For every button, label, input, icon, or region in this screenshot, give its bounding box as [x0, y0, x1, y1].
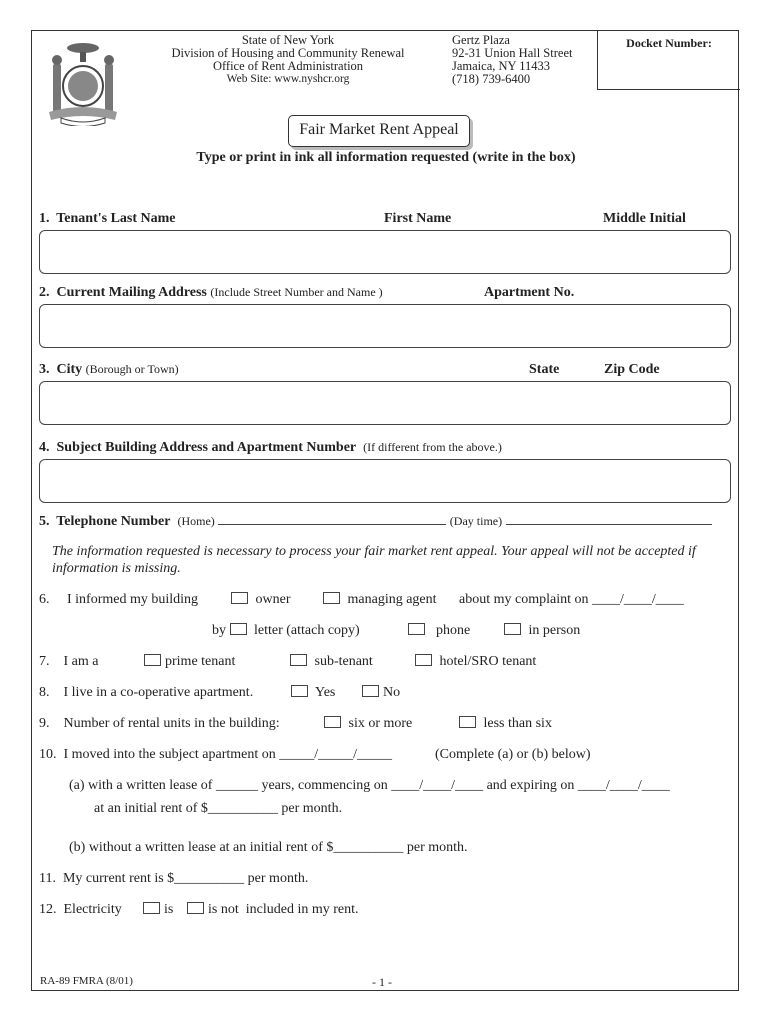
agency-line3: Office of Rent Administration — [212, 59, 364, 73]
city-state-zip-field[interactable] — [39, 381, 731, 425]
home-phone-line[interactable] — [218, 524, 446, 525]
docket-number-box[interactable] — [597, 30, 740, 90]
agency-block — [160, 34, 416, 86]
notice-text: The information requested is necessary to process your fair market rent appeal. Your appeal will not be accepted if information is missing. — [52, 544, 696, 576]
less-than-six-checkbox[interactable] — [459, 716, 476, 728]
form-page: State of New York Division of Housing and Community Renewal Office of Rent Administration Web Site: www.nyshcr.org Gertz Plaza 92-31 Union Hall Street Jamaica, NY 11433 (718) 739-6400 Docket Number: Fair Market Rent Appeal Type or print in ink all information requested (write in the box) 1. Tenant's Last Name First Name Middle Initial 2. Current Mailing Address (Include Street Number and Name ) Apartment No. 3. City (Borough or Town) State Zip Code 4. Subject Building Address and Apartment Number (If different from the above.) 5. Telephone Number (Home) (Day time) The information requested is necessary to process your fair market rent appeal. Your appeal will not be accepted if information is missing. 6. I informed my building owner managing agent about my complaint on ____/____/____ by letter (attach copy) phone in person 7. I am a prime tenant sub-tenant hotel/SRO tenant 8. I live in a co-operative apartment. Yes No 9. Number of rental units in the building: six or more less than six 10. I moved into the subject apartment on _____/_____/_____ (Complete (a) or (b) below) (a) with a written lease of ______ years, commencing on ____/____/____ and expiring on ____/____/____ at an initial rent of $__________ per month. (b) without a written lease at an initial rent of $__________ per month. 11. My current rent is $__________ per month. 12. Electricity is is not included in my rent. RA-89 FMRA (8/01) - 1 - — [31, 30, 739, 991]
q10-row: 10. I moved into the subject apartment on _____/_____/_____ — [39, 747, 393, 762]
address-line2: 92-31 Union Hall Street — [452, 46, 573, 60]
address-line1: Gertz Plaza — [452, 33, 510, 47]
day-phone-line[interactable] — [506, 524, 712, 525]
in-person-checkbox[interactable] — [504, 623, 521, 635]
coop-no-checkbox[interactable] — [362, 685, 379, 697]
q1-middle-label: Middle Initial — [603, 211, 686, 226]
q12-row: 12. Electricity — [39, 902, 122, 917]
address-phone: (718) 739-6400 — [452, 72, 531, 86]
address-line3: Jamaica, NY 11433 — [452, 59, 551, 73]
form-instruction: Type or print in ink all information requested (write in the box) — [196, 150, 576, 165]
q9-row: 9. Number of rental units in the building: — [39, 716, 280, 731]
q2-label: 2. Current Mailing Address (Include Street Number and Name ) — [39, 285, 383, 300]
q2-apt-label: Apartment No. — [484, 285, 575, 300]
owner-checkbox[interactable] — [231, 592, 248, 604]
subject-building-field[interactable] — [39, 459, 731, 503]
form-title: Fair Market Rent Appeal — [288, 115, 470, 147]
q3-state-label: State — [529, 362, 560, 377]
managing-agent-checkbox[interactable] — [323, 592, 340, 604]
electricity-is-checkbox[interactable] — [143, 902, 160, 914]
q3-label: 3. City (Borough or Town) — [39, 362, 179, 377]
letter-checkbox[interactable] — [230, 623, 247, 635]
sub-tenant-checkbox[interactable] — [290, 654, 307, 666]
coop-yes-checkbox[interactable] — [291, 685, 308, 697]
address-block — [452, 34, 572, 86]
docket-label: Docket Number: — [626, 36, 712, 50]
q10-b-line: (b) without a written lease at an initial rent of $__________ per month. — [69, 840, 468, 855]
q4-label: 4. Subject Building Address and Apartment Number (If different from the above.) — [39, 440, 502, 455]
q10-note: (Complete (a) or (b) below) — [435, 747, 591, 762]
q8-row: 8. I live in a co-operative apartment. — [39, 685, 254, 700]
q5-row: 5. Telephone Number (Home) (Day time) — [39, 514, 712, 530]
agency-line1: State of New York — [241, 33, 335, 47]
q6-row: 6. I informed my building — [39, 592, 199, 607]
q3-zip-label: Zip Code — [604, 362, 660, 377]
tenant-name-field[interactable] — [39, 230, 731, 274]
q10-a-line1: (a) with a written lease of ______ years, commencing on ____/____/____ and expiring on ____/____/____ — [69, 778, 670, 793]
q11-row: 11. My current rent is $__________ per month. — [39, 871, 309, 886]
agency-line2: Division of Housing and Community Renewal — [171, 46, 405, 60]
q10-a-line2: at an initial rent of $__________ per month. — [94, 801, 343, 816]
q6-complaint-date: about my complaint on ____/____/____ — [459, 592, 684, 607]
agency-website: Web Site: www.nyshcr.org — [226, 73, 350, 85]
q1-first-label: First Name — [384, 211, 452, 226]
mailing-address-field[interactable] — [39, 304, 731, 348]
page-number: - 1 - — [372, 975, 392, 989]
q1-label: 1. Tenant's Last Name — [39, 211, 176, 226]
six-or-more-checkbox[interactable] — [324, 716, 341, 728]
state-seal-icon — [47, 42, 119, 126]
hotel-sro-checkbox[interactable] — [415, 654, 432, 666]
electricity-is-not-checkbox[interactable] — [187, 902, 204, 914]
phone-checkbox[interactable] — [408, 623, 425, 635]
prime-tenant-checkbox[interactable] — [144, 654, 161, 666]
q7-row: 7. I am a — [39, 654, 99, 669]
form-id: RA-89 FMRA (8/01) — [40, 975, 133, 987]
